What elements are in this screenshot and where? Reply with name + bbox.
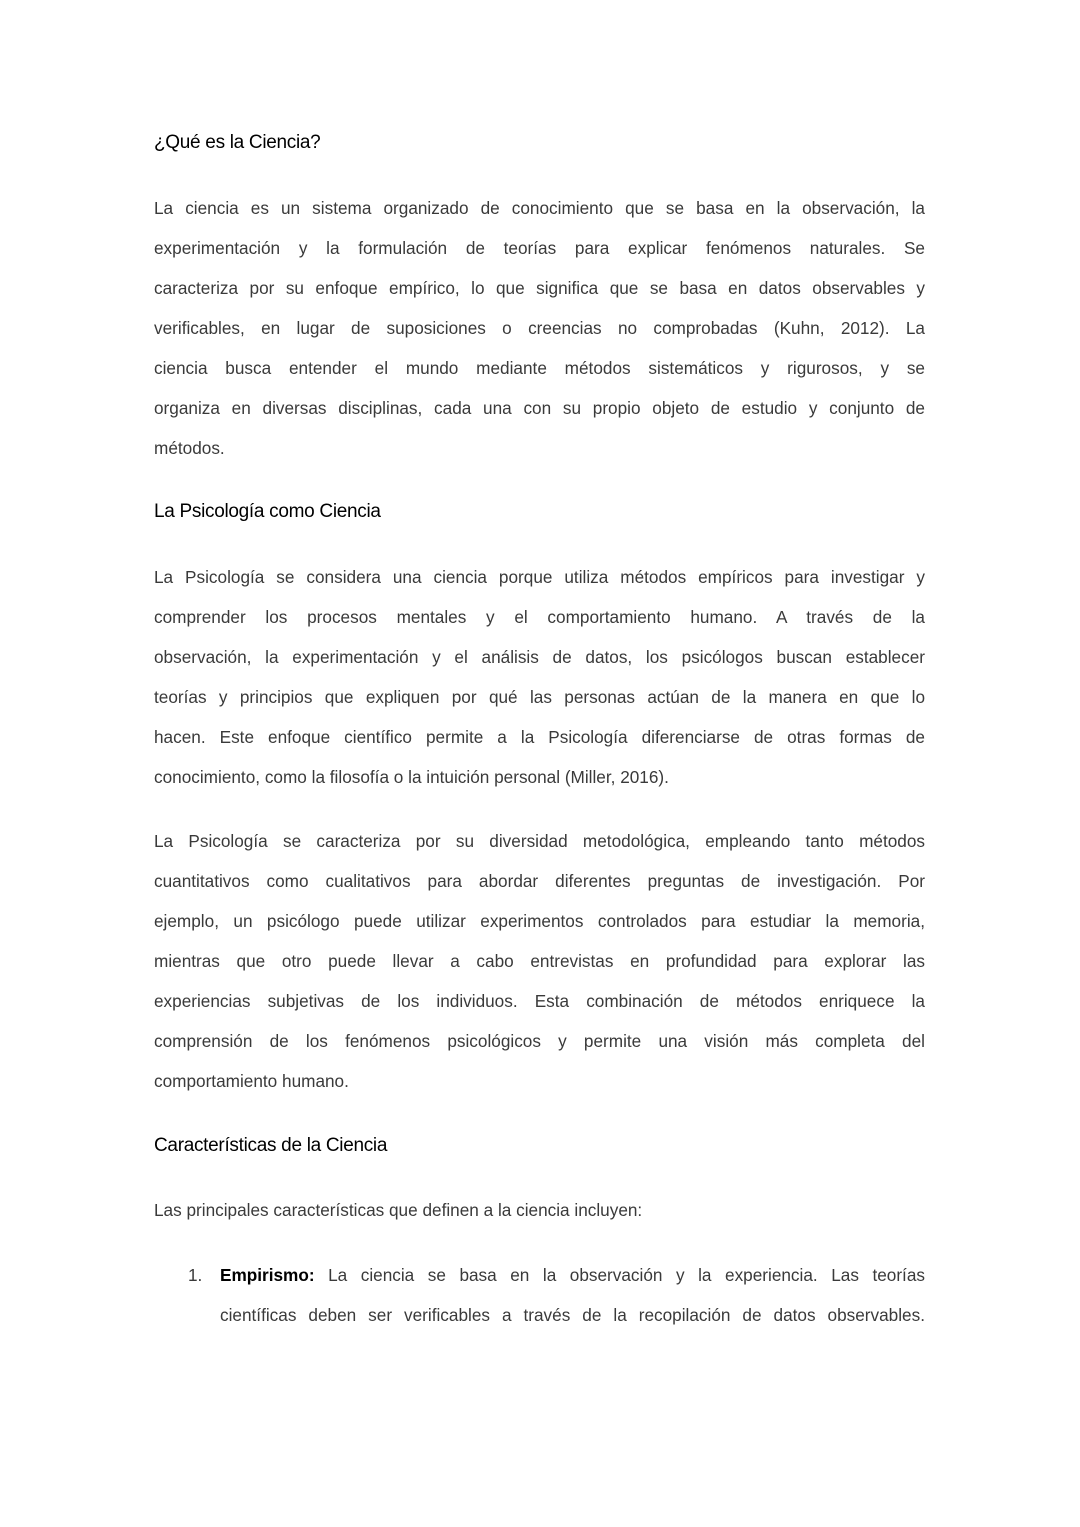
list-number: 1.: [188, 1264, 203, 1285]
section-heading: ¿Qué es la Ciencia?: [154, 132, 321, 153]
paragraph-line: experiencias subjetivas de los individuos. Esta combinación de métodos enriquece la: [154, 991, 925, 1011]
paragraph-line: métodos.: [154, 437, 225, 458]
paragraph-line: hacen. Este enfoque científico permite a la Psicología diferenciarse de otras formas de: [154, 726, 925, 747]
paragraph-line: La Psicología se caracteriza por su diversidad metodológica, empleando tanto métodos: [154, 831, 925, 851]
paragraph-line: La ciencia es un sistema organizado de conocimiento que se basa en la observación, la: [154, 197, 925, 218]
paragraph-line: observación, la experimentación y el análisis de datos, los psicólogos buscan establecer: [154, 646, 925, 667]
list-item-term: Empirismo:: [220, 1264, 315, 1285]
paragraph: [154, 1190, 925, 1230]
paragraph-line: cuantitativos como cualitativos para abordar diferentes preguntas de investigación. Por: [154, 871, 925, 891]
section-heading: La Psicología como Ciencia: [154, 501, 381, 522]
paragraph-line: ciencia busca entender el mundo mediante métodos sistemáticos y rigurosos, y se: [154, 357, 925, 378]
paragraph: [154, 557, 925, 797]
paragraph-line: caracteriza por su enfoque empírico, lo que significa que se basa en datos observables y: [154, 277, 925, 298]
paragraph-line: teorías y principios que expliquen por qué las personas actúan de la manera en que lo: [154, 686, 925, 707]
paragraph: [154, 821, 925, 1101]
paragraph-line: La Psicología se considera una ciencia porque utiliza métodos empíricos para investigar y: [154, 566, 925, 587]
paragraph-line: comprensión de los fenómenos psicológicos y permite una visión más completa del: [154, 1031, 925, 1051]
document-page: [154, 123, 925, 1335]
section-heading: Características de la Ciencia: [154, 1134, 388, 1156]
paragraph-line: mientras que otro puede llevar a cabo entrevistas en profundidad para explorar las: [154, 951, 925, 971]
paragraph-line: experimentación y la formulación de teorías para explicar fenómenos naturales. Se: [154, 237, 925, 258]
list-item-line: científicas deben ser verificables a través de la recopilación de datos observables.: [220, 1304, 925, 1325]
paragraph-line: comportamiento humano.: [154, 1071, 349, 1091]
paragraph: [154, 188, 925, 468]
list-item-line: [220, 1255, 925, 1295]
paragraph-line: ejemplo, un psicólogo puede utilizar experimentos controlados para estudiar la memoria,: [154, 911, 925, 931]
list-item: [154, 1255, 925, 1335]
paragraph-line: conocimiento, como la filosofía o la intuición personal (Miller, 2016).: [154, 766, 669, 787]
paragraph-line: verificables, en lugar de suposiciones o creencias no comprobadas (Kuhn, 2012). La: [154, 317, 925, 338]
list-item-text: La ciencia se basa en la observación y la experiencia. Las teorías: [328, 1264, 925, 1285]
paragraph-line: Las principales características que definen a la ciencia incluyen:: [154, 1200, 643, 1220]
paragraph-line: comprender los procesos mentales y el comportamiento humano. A través de la: [154, 606, 925, 627]
paragraph-line: organiza en diversas disciplinas, cada una con su propio objeto de estudio y conjunto de: [154, 397, 925, 418]
